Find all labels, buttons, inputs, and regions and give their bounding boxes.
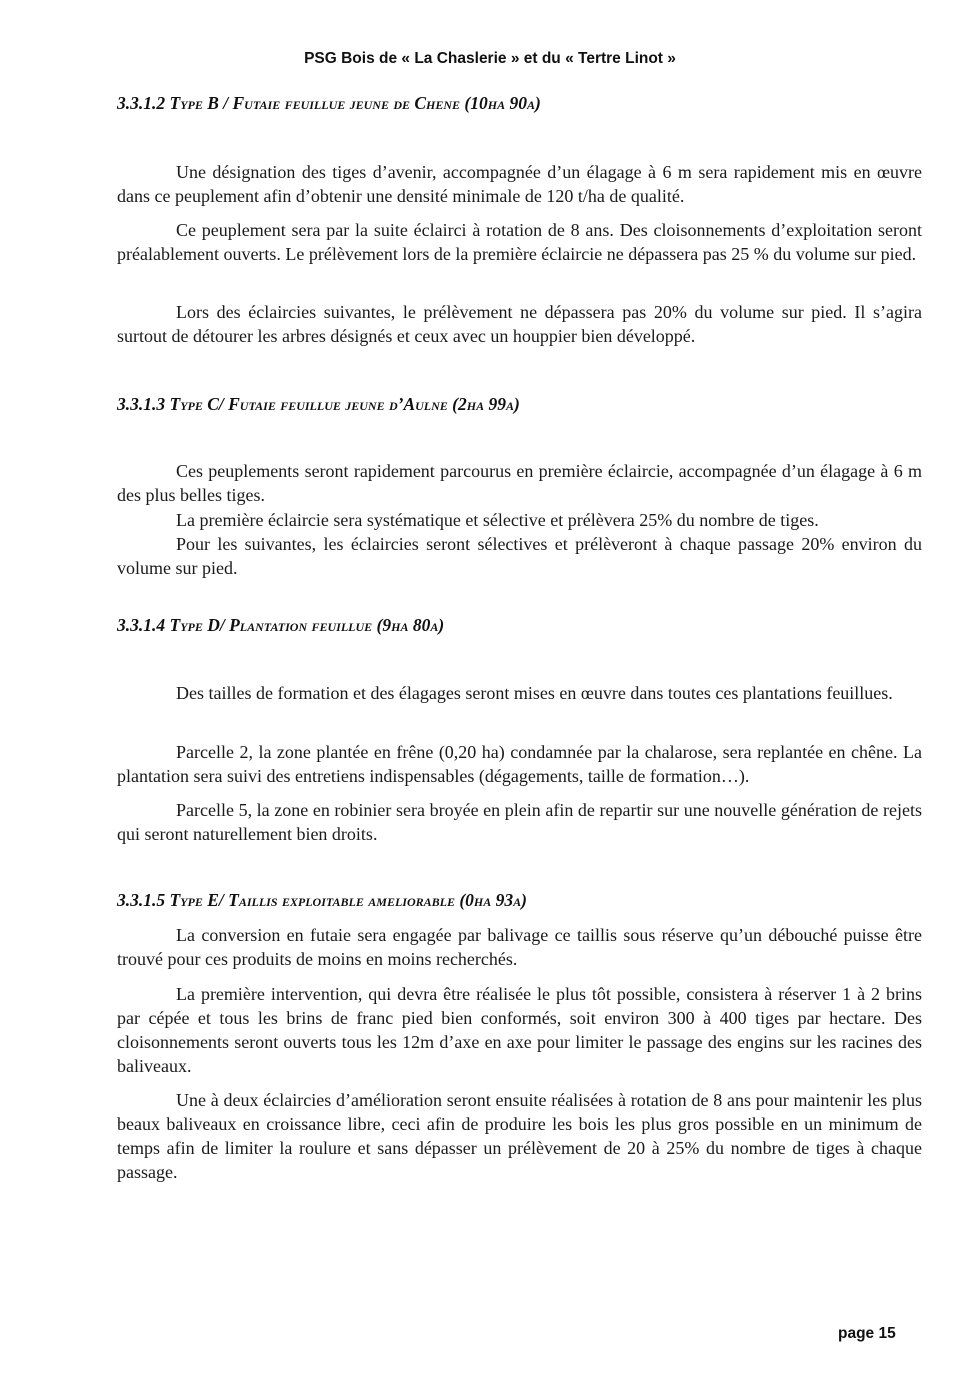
- paragraph: La première éclaircie sera systématique et sélective et prélèvera 25% du nombre de tiges.: [176, 510, 819, 530]
- section-heading-3-3-1-3: 3.3.1.3 Type C/ Futaie feuillue jeune d’Aulne (2ha 99a): [117, 394, 520, 414]
- paragraph: Ce peuplement sera par la suite éclairci à rotation de 8 ans. Des cloisonnements d’exploitation seront préalablement ouverts. Le prélèvement lors de la première éclaircie ne dépassera pas 25 % du volume sur pied.: [117, 220, 922, 264]
- paragraph: Une à deux éclaircies d’amélioration seront ensuite réalisées à rotation de 8 ans pour maintenir les plus beaux baliveaux en croissance libre, ceci afin de produire les bois les plus gros possible en un minimum de temps afin de limiter la roulure et sans dépasser un prélèvement de 20 à 25% du nombre de tiges à chaque passage.: [117, 1090, 922, 1182]
- paragraph: Pour les suivantes, les éclaircies seront sélectives et prélèveront à chaque passage 20% environ du volume sur pied.: [117, 534, 922, 578]
- document-header: PSG Bois de « La Chaslerie » et du « Tertre Linot »: [304, 50, 676, 67]
- paragraph: Parcelle 2, la zone plantée en frêne (0,20 ha) condamnée par la chalarose, sera replantée en chêne. La plantation sera suivi des entretiens indispensables (dégagements, taille de formation…).: [117, 742, 922, 786]
- paragraph: Des tailles de formation et des élagages seront mises en œuvre dans toutes ces plantations feuillues.: [176, 683, 893, 703]
- section-heading-3-3-1-5: 3.3.1.5 Type E/ Taillis exploitable ameliorable (0ha 93a): [117, 890, 527, 910]
- paragraph: Ces peuplements seront rapidement parcourus en première éclaircie, accompagnée d’un élagage à 6 m des plus belles tiges.: [117, 461, 922, 505]
- page-number: page 15: [838, 1325, 896, 1342]
- section-heading-3-3-1-4: 3.3.1.4 Type D/ Plantation feuillue (9ha 80a): [117, 615, 445, 635]
- paragraph: Lors des éclaircies suivantes, le prélèvement ne dépassera pas 20% du volume sur pied. Il s’agira surtout de détourer les arbres désignés et ceux avec un houppier bien développé.: [117, 302, 922, 346]
- paragraph: La première intervention, qui devra être réalisée le plus tôt possible, consistera à réserver 1 à 2 brins par cépée et tous les brins de franc pied bien conformés, soit environ 300 à 400 tiges par hectare. Des cloisonnements seront ouverts tous les 12m d’axe en axe pour limiter le passage des engins sur les racines des baliveaux.: [117, 984, 922, 1076]
- paragraph: Parcelle 5, la zone en robinier sera broyée en plein afin de repartir sur une nouvelle génération de rejets qui seront naturellement bien droits.: [117, 800, 922, 844]
- paragraph: La conversion en futaie sera engagée par balivage ce taillis sous réserve qu’un débouché puisse être trouvé pour ces produits de moins en moins recherchés.: [117, 925, 922, 969]
- paragraph: Une désignation des tiges d’avenir, accompagnée d’un élagage à 6 m sera rapidement mis en œuvre dans ce peuplement afin d’obtenir une densité minimale de 120 t/ha de qualité.: [117, 162, 922, 206]
- section-heading-3-3-1-2: 3.3.1.2 Type B / Futaie feuillue jeune de Chene (10ha 90a): [117, 93, 541, 113]
